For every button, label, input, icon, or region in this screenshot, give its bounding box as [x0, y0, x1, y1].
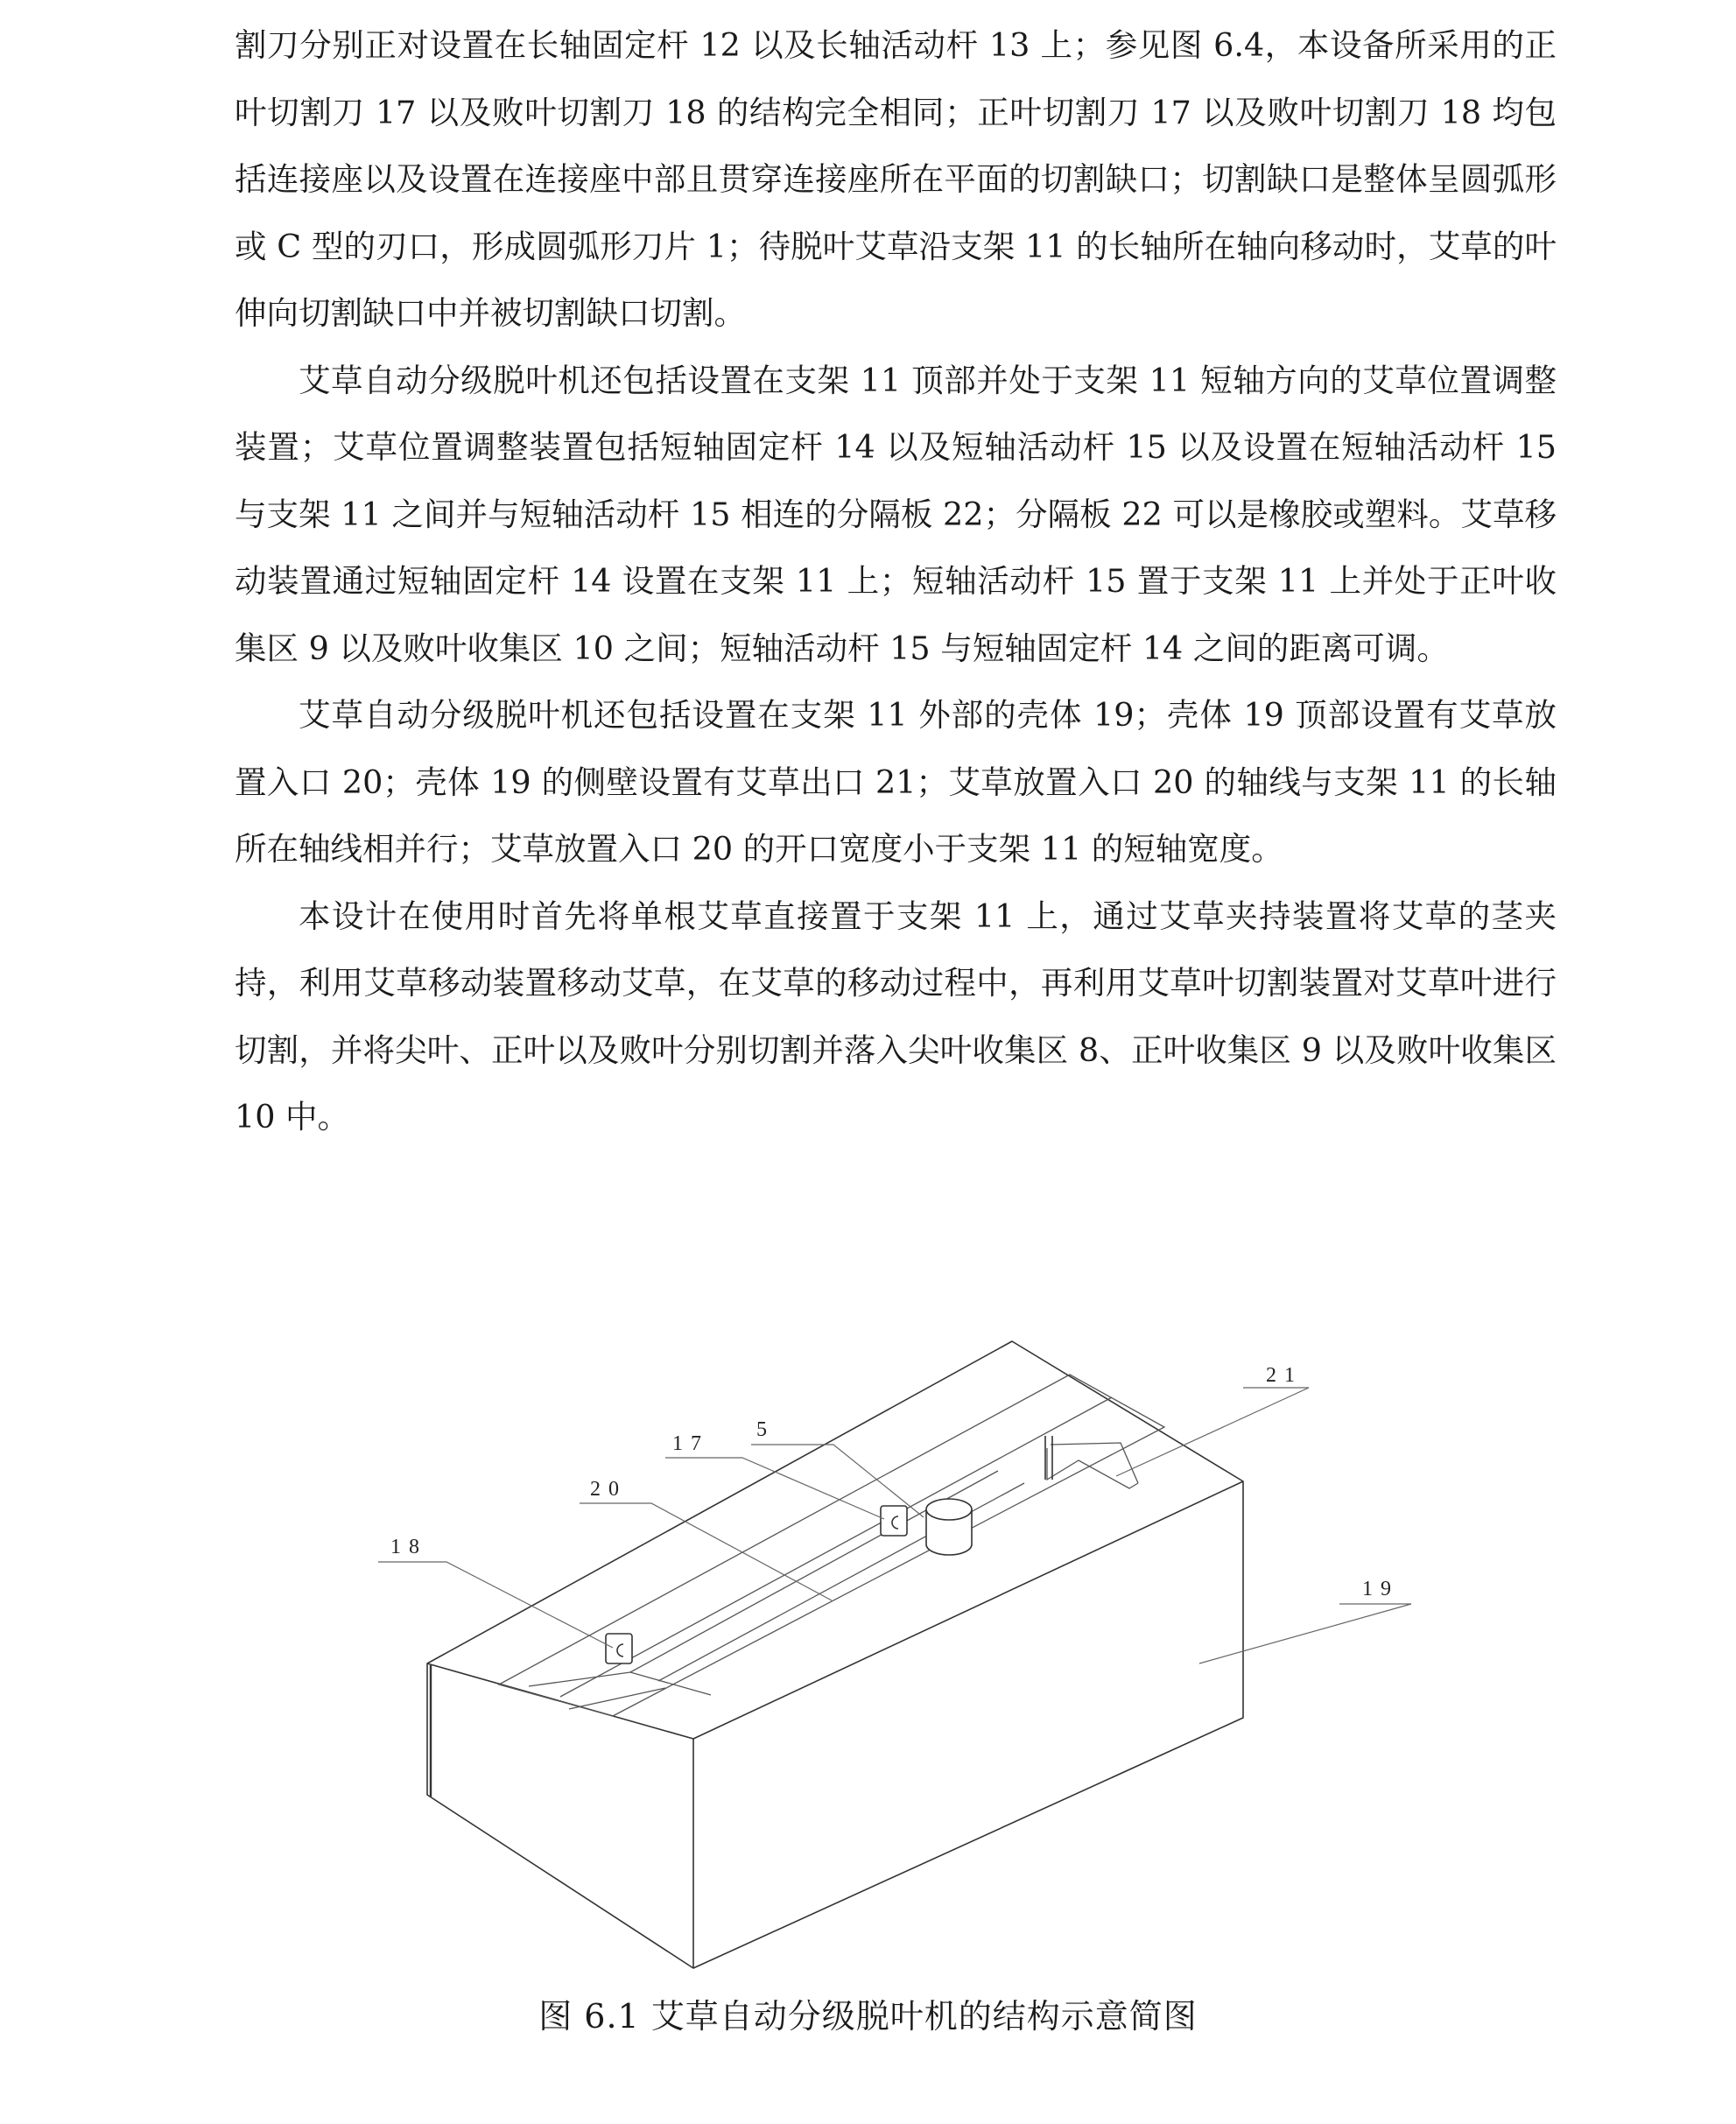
leader-19: [1199, 1604, 1411, 1663]
rail-line-5: [569, 1688, 665, 1709]
leader-17: [665, 1458, 884, 1519]
leader-20: [580, 1503, 832, 1600]
label-20: 20: [590, 1478, 627, 1501]
paragraph-4: 本设计在使用时首先将单根艾草直接置于支架 11 上，通过艾草夹持装置将艾草的茎夹持，利用艾草移动装置移动艾草，在艾草的移动过程中，再利用艾草叶切割装置对艾草叶进行切割，并将尖叶、正叶以及败叶分别切割并落入尖叶收集区 8、正叶收集区 9 以及败叶收集区 10 中。: [235, 897, 1557, 1136]
exit-post: [1045, 1436, 1052, 1480]
rail-line-4: [529, 1672, 711, 1695]
label-17: 17: [672, 1432, 709, 1455]
paragraph-3: 艾草自动分级脱叶机还包括设置在支架 11 外部的壳体 19；壳体 19 顶部设置有艾草放置入口 20；壳体 19 的侧壁设置有艾草出口 21；艾草放置入口 20 的轴线与支架 11 的长轴所在轴线相并行；艾草放置入口 20 的开口宽度小于支架 11 的短轴宽度。: [235, 696, 1557, 868]
label-18: 18: [390, 1536, 427, 1558]
cylinder-part-5-top: [926, 1499, 972, 1520]
rail-line-1: [560, 1397, 1112, 1697]
cutter-18: [606, 1634, 632, 1663]
label-19: 19: [1362, 1578, 1399, 1600]
paragraph-1: 割刀分别正对设置在长轴固定杆 12 以及长轴活动杆 13 上；参见图 6.4，本设备所采用的正叶切割刀 17 以及败叶切割刀 18 的结构完全相同；正叶切割刀 17 以及败叶切割刀 18 均包括连接座以及设置在连接座中部且贯穿连接座所在平面的切割缺口；切割缺口是整体呈圆弧形或 C 型的刃口，形成圆弧形刀片 1；待脱叶艾草沿支架 11 的长轴所在轴向移动时，艾草的叶伸向切割缺口中并被切割缺口切割。: [235, 26, 1557, 332]
top-inner-border: [499, 1375, 1164, 1716]
housing-box: [427, 1341, 1243, 1968]
figure-caption: 图 6.1 艾草自动分级脱叶机的结构示意简图: [538, 1997, 1198, 2036]
exit-frame: [1051, 1443, 1138, 1483]
paragraph-2: 艾草自动分级脱叶机还包括设置在支架 11 顶部并处于支架 11 短轴方向的艾草位置调整装置；艾草位置调整装置包括短轴固定杆 14 以及短轴活动杆 15 以及设置在短轴活动杆 15 与支架 11 之间并与短轴活动杆 15 相连的分隔板 22；分隔板 22 可以是橡胶或塑料。艾草移动装置通过短轴固定杆 14 设置在支架 11 上；短轴活动杆 15 置于支架 11 上并处于正叶收集区 9 以及败叶收集区 10 之间；短轴活动杆 15 与短轴固定杆 14 之间的距离可调。: [235, 361, 1557, 667]
exit-opening: [1047, 1448, 1138, 1488]
cutter-17: [881, 1506, 907, 1536]
label-5: 5: [756, 1418, 775, 1441]
leader-18: [378, 1562, 613, 1648]
label-21: 21: [1266, 1364, 1303, 1387]
